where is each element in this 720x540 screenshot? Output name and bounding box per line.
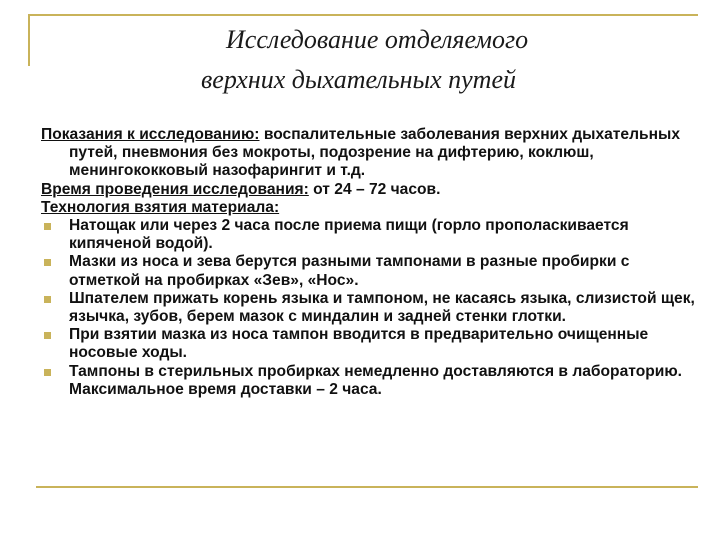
timing-paragraph <box>41 181 701 199</box>
square-bullet-icon <box>44 296 51 303</box>
square-bullet-icon <box>44 223 51 230</box>
square-bullet-icon <box>44 259 51 266</box>
square-bullet-icon <box>44 369 51 376</box>
technology-paragraph <box>41 199 701 217</box>
title-line-2: верхних дыхательных путей <box>201 65 516 94</box>
slide-body <box>41 126 701 399</box>
slide-title <box>0 20 720 100</box>
technology-label: Технология взятия материала: <box>41 198 280 216</box>
technology-bullet-list <box>41 217 701 399</box>
frame-bottom-line <box>36 486 698 488</box>
list-item <box>41 290 701 326</box>
frame-top-line <box>28 14 698 16</box>
list-item-text: Мазки из носа и зева берутся разными тампонами в разные пробирки с отметкой на пробирках «Зев», «Нос». <box>69 253 630 289</box>
list-item-text: Натощак или через 2 часа после приема пищи (горло прополаскивается кипяченой водой). <box>69 217 629 253</box>
list-item-text: Тампоны в стерильных пробирках немедленно доставляются в лабораторию. Максимальное время доставки – 2 часа. <box>69 362 682 398</box>
list-item <box>41 363 701 399</box>
title-line-1: Исследование отделяемого <box>226 25 529 54</box>
list-item <box>41 326 701 362</box>
indications-paragraph <box>41 126 701 181</box>
timing-text: от 24 – 72 часов. <box>308 180 441 198</box>
indications-text: воспалительные заболевания верхних дыхательных путей, пневмония без мокроты, подозрение на дифтерию, коклюш, менингококковый назофарингит и т.д. <box>69 126 681 180</box>
indications-label: Показания к исследованию: <box>41 126 260 143</box>
square-bullet-icon <box>44 332 51 339</box>
list-item-text: При взятии мазка из носа тампон вводится в предварительно очищенные носовые ходы. <box>69 326 649 362</box>
list-item <box>41 217 701 253</box>
list-item-text: Шпателем прижать корень языка и тампоном, не касаясь языка, слизистой щек, язычка, зубов, берем мазок с миндалин и задней стенки глотки. <box>69 289 695 326</box>
timing-label: Время проведения исследования: <box>41 180 309 198</box>
list-item <box>41 253 701 289</box>
